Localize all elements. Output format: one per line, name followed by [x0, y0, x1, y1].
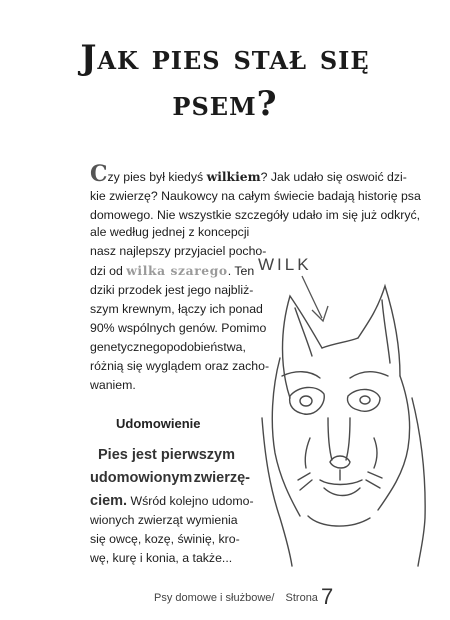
keyword-wilka-szarego: wilka szarego — [126, 263, 228, 278]
section-body — [90, 492, 254, 568]
page-title-line1: Jak pies stał się — [80, 38, 370, 78]
section-line-5: się owcę, kozę, świnię, kro- — [90, 532, 240, 546]
text: ? Jak udało się oswoić dzi- — [260, 170, 407, 184]
text: udomowionym — [90, 470, 193, 486]
arrow-icon — [302, 276, 328, 321]
wolf-caption: WILK — [258, 255, 312, 274]
drop-cap: C — [90, 161, 108, 187]
wolf-sketch — [250, 248, 430, 568]
intro-column — [90, 223, 270, 395]
intro-line-4: ale według jednej z koncepcji — [90, 225, 250, 239]
intro-line-8: szym krewnym, łączy ich ponad — [90, 302, 263, 316]
intro-line-12: waniem. — [90, 378, 136, 392]
wolf-drawing — [262, 286, 425, 566]
section-line-3 — [90, 492, 254, 511]
section-line-6: wę, kurę i konia, a także... — [90, 551, 233, 565]
section-line-4: wionych zwierząt wymienia — [90, 513, 238, 527]
page-footer — [154, 584, 333, 610]
footer-text: Psy domowe i służbowe/ — [154, 592, 275, 604]
intro-line-1 — [90, 161, 407, 187]
page-number: 7 — [321, 584, 334, 609]
intro-line-6 — [90, 261, 255, 281]
text: Wśród kolejno udomo- — [127, 494, 254, 508]
intro-line-11: różnią się wyglądem oraz zacho- — [90, 359, 270, 373]
page-title-line2: psem? — [172, 84, 278, 124]
text: genetycznego — [90, 340, 167, 354]
section-heading: Udomowienie — [116, 416, 201, 431]
section-lead-2 — [90, 470, 250, 486]
keyword-wilkiem: wilkiem — [206, 169, 261, 184]
intro-line-9: 90% wspólnych genów. Pomimo — [90, 321, 267, 335]
text: ciem. — [90, 493, 128, 509]
text: zwierzę- — [193, 470, 250, 486]
footer-page-label: Strona — [285, 592, 318, 604]
intro-line-5: nasz najlepszy przyjaciel pocho- — [90, 244, 267, 258]
intro-line-10 — [90, 338, 250, 357]
intro-line-7: dziki przodek jest jego najbliż- — [90, 283, 254, 297]
text: dzi od — [90, 264, 127, 278]
section-lead-1: Pies jest pierwszym — [98, 447, 236, 463]
intro-paragraph — [90, 161, 421, 225]
intro-line-2: kie zwierzę? Naukowcy na całym świecie badają historię psa — [90, 189, 421, 203]
intro-line-3: domowego. Nie wszystkie szczegóły udało im się już odkryć, — [90, 208, 421, 222]
text: . Ten — [227, 264, 255, 278]
text: podobieństwa, — [166, 340, 246, 354]
text: zy pies był kiedyś — [107, 170, 207, 184]
